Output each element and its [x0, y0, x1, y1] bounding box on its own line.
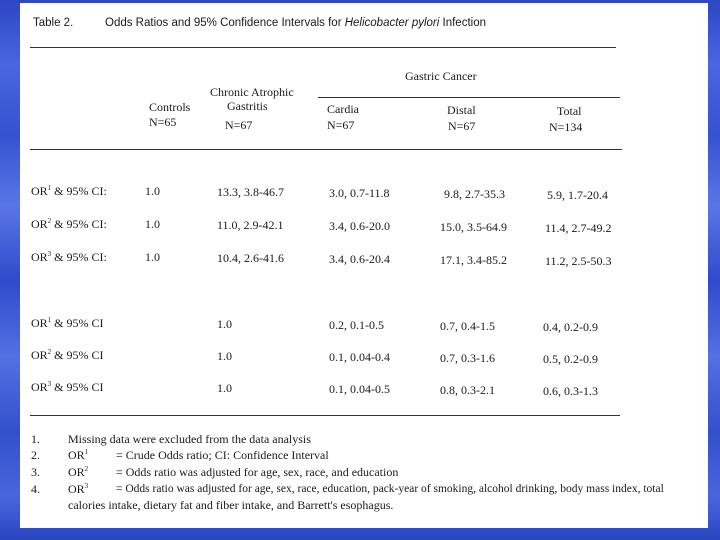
note-num: 1.: [31, 432, 40, 446]
note-text: Missing data were excluded from the data analysis: [68, 432, 311, 446]
cell-total: 11.4, 2.7-49.2: [545, 221, 612, 235]
table-title: Odds Ratios and 95% Confidence Intervals for Helicobacter pylori Infection: [105, 17, 486, 29]
cell-cardia: 3.4, 0.6-20.0: [329, 219, 390, 233]
row-label: $OR^2$ & 95% CI:: [31, 217, 107, 231]
col-controls-name: Controls: [149, 100, 191, 114]
cell-cardia: 3.0, 0.7-11.8: [329, 186, 390, 200]
col-cag-name: Chronic Atrophic: [210, 85, 294, 99]
cell-total: 0.5, 0.2-0.9: [543, 352, 598, 366]
bottom-rule: [30, 415, 620, 416]
note-num: 2.: [31, 448, 40, 462]
col-total-n: N=134: [549, 120, 583, 134]
row-label: $OR^3$ & 95% CI:: [31, 250, 107, 264]
group-rule: [318, 97, 620, 98]
note-num: 3.: [31, 465, 40, 479]
cell-controls: 1.0: [145, 217, 160, 231]
col-distal-name: Distal: [447, 103, 476, 117]
col-cag-name2: Gastritis: [227, 99, 268, 113]
cell-distal: 17.1, 3.4-85.2: [440, 253, 507, 267]
row-label: $OR^3$ & 95% CI: [31, 380, 104, 394]
col-total-name: Total: [557, 104, 582, 118]
note-text: = Odds ratio was adjusted for age, sex, race, and education: [116, 465, 399, 479]
cell-cag: 13.3, 3.8-46.7: [217, 185, 284, 199]
col-cardia-n: N=67: [327, 118, 355, 132]
header-rule: [30, 149, 622, 150]
cell-distal: 0.8, 0.3-2.1: [440, 383, 495, 397]
cell-cardia: 0.1, 0.04-0.5: [329, 382, 390, 396]
cell-total: 5.9, 1.7-20.4: [547, 188, 608, 202]
cell-total: 0.6, 0.3-1.3: [543, 384, 598, 398]
document-page: [20, 3, 708, 528]
col-distal-n: N=67: [448, 119, 476, 133]
note-num: 4.: [31, 482, 40, 496]
cell-cag: 1.0: [217, 381, 232, 395]
top-rule: [30, 47, 616, 48]
cell-distal: 15.0, 3.5-64.9: [440, 220, 507, 234]
col-cag-n: N=67: [225, 118, 253, 132]
col-cardia-name: Cardia: [327, 102, 359, 116]
note-abbr: $OR^1$: [68, 448, 89, 462]
cell-total: 11.2, 2.5-50.3: [545, 254, 612, 268]
cell-total: 0.4, 0.2-0.9: [543, 320, 598, 334]
cell-cardia: 0.2, 0.1-0.5: [329, 318, 384, 332]
cell-cag: 10.4, 2.6-41.6: [217, 251, 284, 265]
note-text: = Odds ratio was adjusted for age, sex, race, education, pack-year of smoking, alcohol drinking, body mass index, total: [116, 483, 664, 495]
note-abbr: $OR^3$: [68, 482, 89, 496]
header-gastric-cancer: Gastric Cancer: [405, 69, 477, 83]
cell-cardia: 3.4, 0.6-20.4: [329, 252, 390, 266]
note-text-cont: calories intake, dietary fat and fiber intake, and Barrett's esophagus.: [68, 498, 394, 512]
col-controls-n: N=65: [149, 115, 177, 129]
cell-cag: 1.0: [217, 349, 232, 363]
note-text: = Crude Odds ratio; CI: Confidence Interval: [116, 448, 329, 462]
cell-distal: 0.7, 0.4-1.5: [440, 319, 495, 333]
cell-cag: 1.0: [217, 317, 232, 331]
row-label: $OR^2$ & 95% CI: [31, 348, 104, 362]
row-label: $OR^1$ & 95% CI:: [31, 184, 107, 198]
cell-distal: 9.8, 2.7-35.3: [444, 187, 505, 201]
cell-controls: 1.0: [145, 184, 160, 198]
cell-cardia: 0.1, 0.04-0.4: [329, 350, 390, 364]
cell-cag: 11.0, 2.9-42.1: [217, 218, 284, 232]
table-label: Table 2.: [33, 17, 74, 29]
cell-controls: 1.0: [145, 250, 160, 264]
cell-distal: 0.7, 0.3-1.6: [440, 351, 495, 365]
row-label: $OR^1$ & 95% CI: [31, 316, 104, 330]
note-abbr: $OR^2$: [68, 465, 89, 479]
